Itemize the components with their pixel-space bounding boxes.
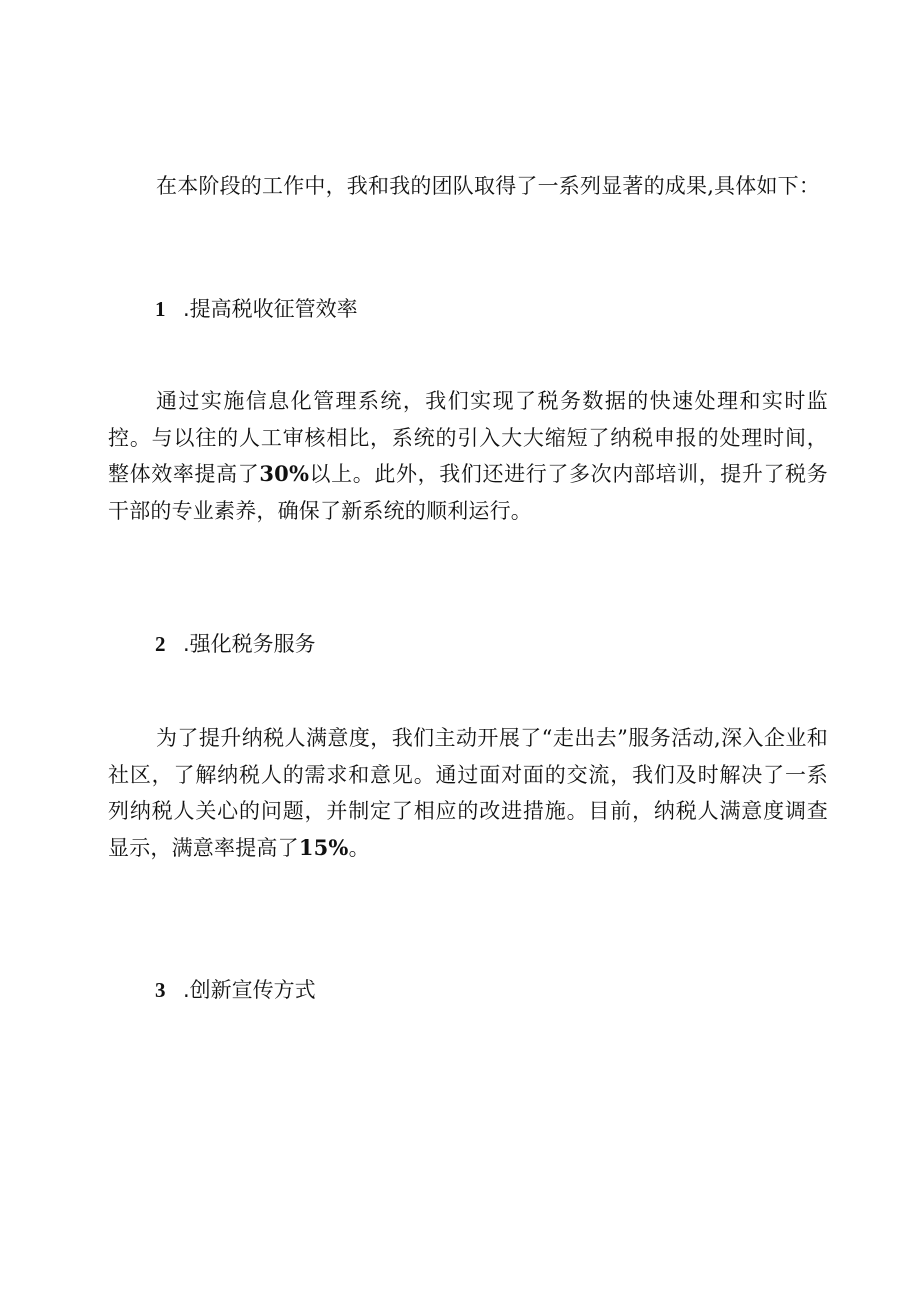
section-2-heading [155,630,316,658]
intro-paragraph [108,168,828,205]
intro-text: 在本阶段的工作中，我和我的团队取得了一系列显著的成果,具体如下： [156,174,821,198]
section-1-text-before: 通过实施信息化管理系统，我们实现了税务数据的快速处理和实时监控。与以往的人工审核相比，系统的引入大大缩短了纳税申报的处理时间，整体效率提高了 [108,389,828,486]
section-2-paragraph [108,720,828,866]
section-1-paragraph [108,383,828,529]
section-2-highlight-value: 15% [298,834,349,860]
section-3-heading [155,976,316,1004]
section-3-number: 3 [155,978,166,1002]
section-3-title: .创新宣传方式 [183,978,316,1002]
section-1-heading [155,295,358,323]
section-1-title: .提高税收征管效率 [183,297,358,321]
section-2-number: 2 [155,632,166,656]
section-2-text-after: 。 [348,835,370,860]
section-2-text-before: 为了提升纳税人满意度，我们主动开展了“走出去”服务活动,深入企业和社区，了解纳税人的需求和意见。通过面对面的交流，我们及时解决了一系列纳税人关心的问题，并制定了相应的改进措施。目前，纳税人满意度调查显示，满意率提高了 [108,726,828,860]
section-2-title: .强化税务服务 [183,632,316,656]
section-1-number: 1 [155,297,166,321]
section-1-highlight-value: 30% [259,461,310,486]
section-1-text-after: 以上。此外，我们还进行了多次内部培训，提升了税务干部的专业素养，确保了新系统的顺利运行。 [108,462,828,523]
